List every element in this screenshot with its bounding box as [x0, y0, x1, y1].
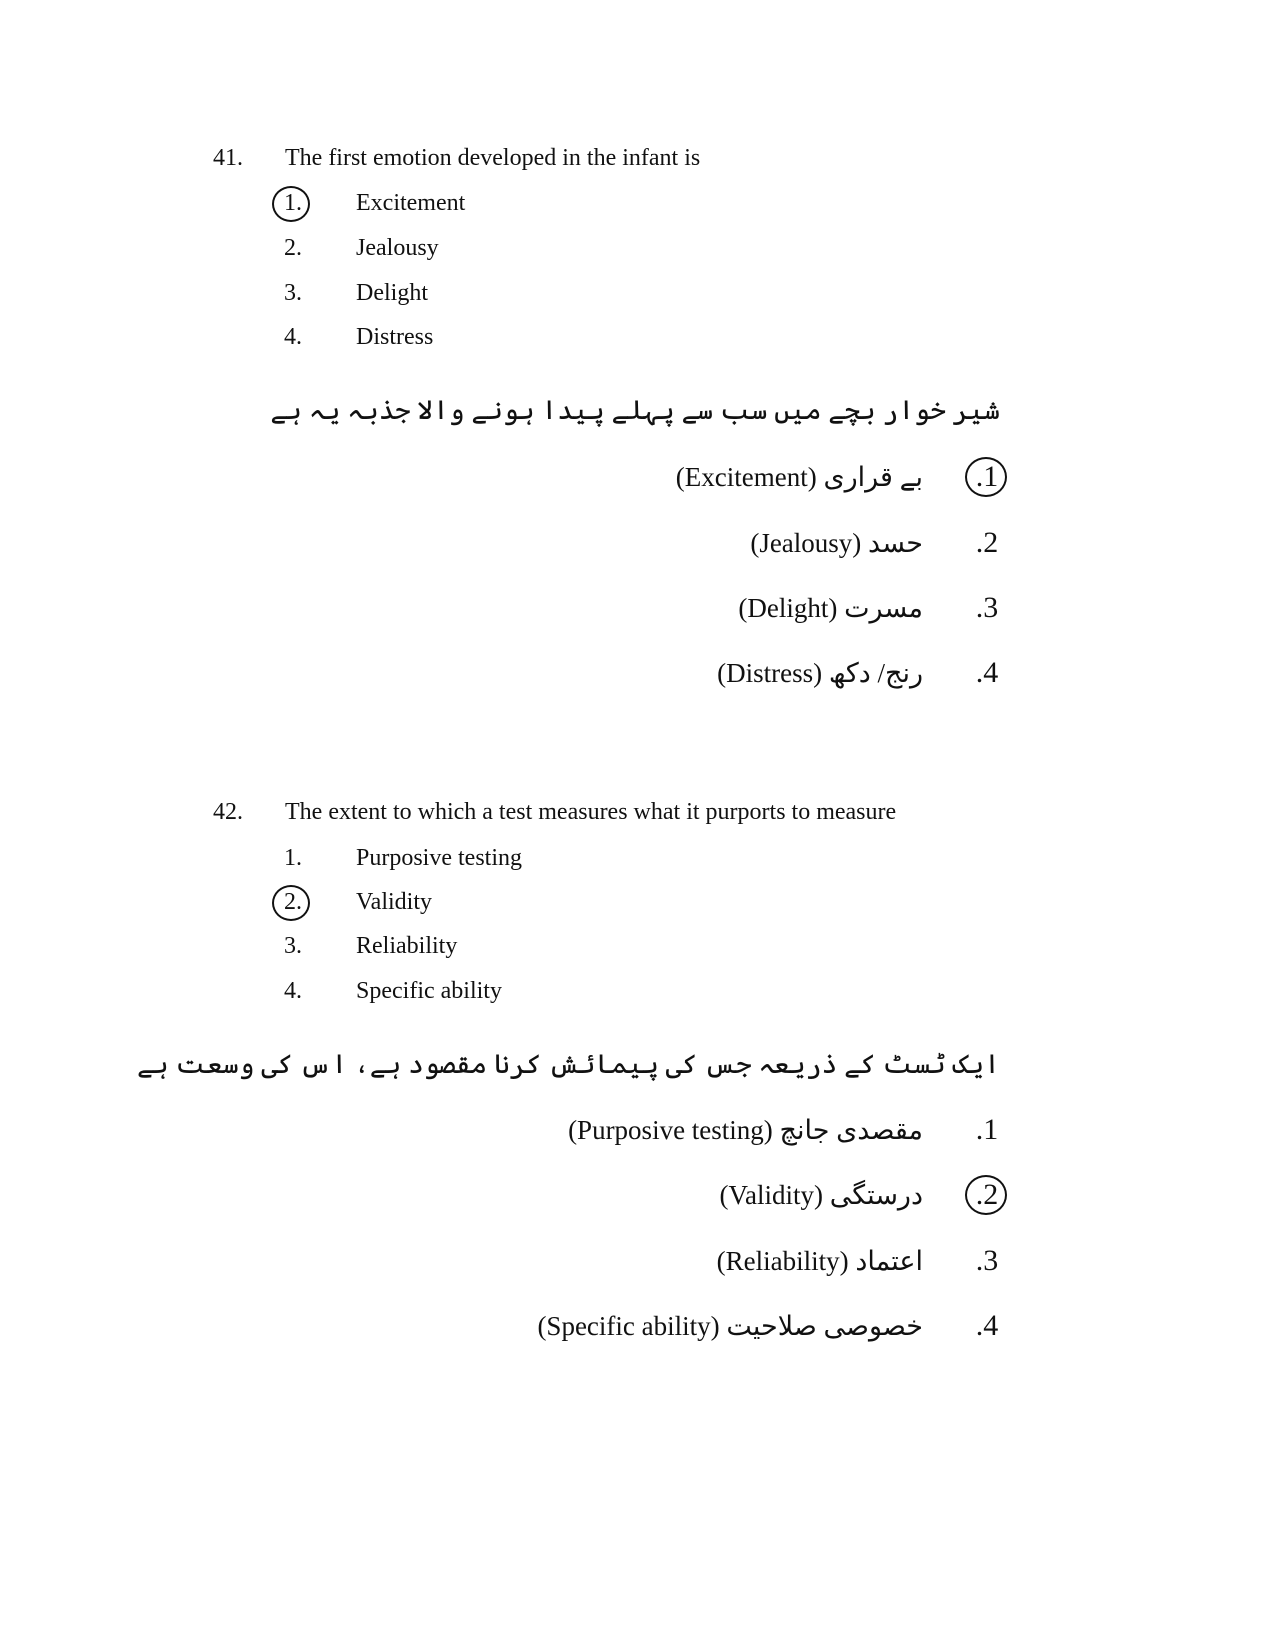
option-text: Reliability: [356, 933, 458, 959]
question-stem-english: The first emotion developed in the infant is: [285, 145, 701, 171]
option-number: .2: [975, 1178, 999, 1211]
option-text: Purposive testing: [356, 845, 522, 871]
option-text: Excitement: [356, 190, 466, 216]
option-number: .4: [975, 656, 999, 689]
option-number: 2.: [284, 235, 302, 261]
option-text: (Distress) رنج/ دکھ: [717, 658, 923, 688]
option-text: Delight: [356, 280, 428, 306]
option-number: 2.: [284, 889, 302, 915]
option-text: Jealousy: [356, 235, 439, 261]
option-text: (Excitement) بے قراری: [675, 462, 923, 492]
option-text: Specific ability: [356, 978, 502, 1004]
option-number: 1.: [284, 845, 302, 871]
question-stem-urdu: ایک ٹسٹ کے ذریعہ جس کی پیمائش کرنا مقصود ہے، اس کی وسعت ہے: [137, 1049, 1000, 1079]
question-stem-urdu: شیر خوار بچے میں سب سے پہلے پیدا ہونے والا جذبہ یہ ہے: [270, 395, 1000, 425]
option-number: .4: [975, 1309, 999, 1342]
option-number: .2: [975, 526, 999, 559]
option-text: Distress: [356, 324, 434, 350]
option-text: Validity: [356, 889, 432, 915]
option-number: .1: [975, 1113, 999, 1146]
option-text: (Delight) مسرت: [738, 593, 923, 623]
option-number: .1: [975, 460, 999, 493]
option-number: .3: [975, 591, 999, 624]
question-stem-english: The extent to which a test measures what it purports to measure: [285, 799, 897, 825]
option-text: (Purposive testing) مقصدی جانچ: [568, 1115, 923, 1145]
option-number: 1.: [284, 190, 302, 216]
question-number: 41.: [213, 145, 243, 171]
option-number: 4.: [284, 978, 302, 1004]
option-text: (Reliability) اعتماد: [716, 1246, 923, 1276]
question-number: 42.: [213, 799, 243, 825]
option-text: (Specific ability) خصوصی صلاحیت: [537, 1311, 923, 1341]
option-number: 4.: [284, 324, 302, 350]
option-number: 3.: [284, 933, 302, 959]
option-text: (Jealousy) حسد: [750, 528, 923, 558]
option-number: .3: [975, 1244, 999, 1277]
option-text: (Validity) درستگی: [719, 1180, 923, 1210]
option-number: 3.: [284, 280, 302, 306]
